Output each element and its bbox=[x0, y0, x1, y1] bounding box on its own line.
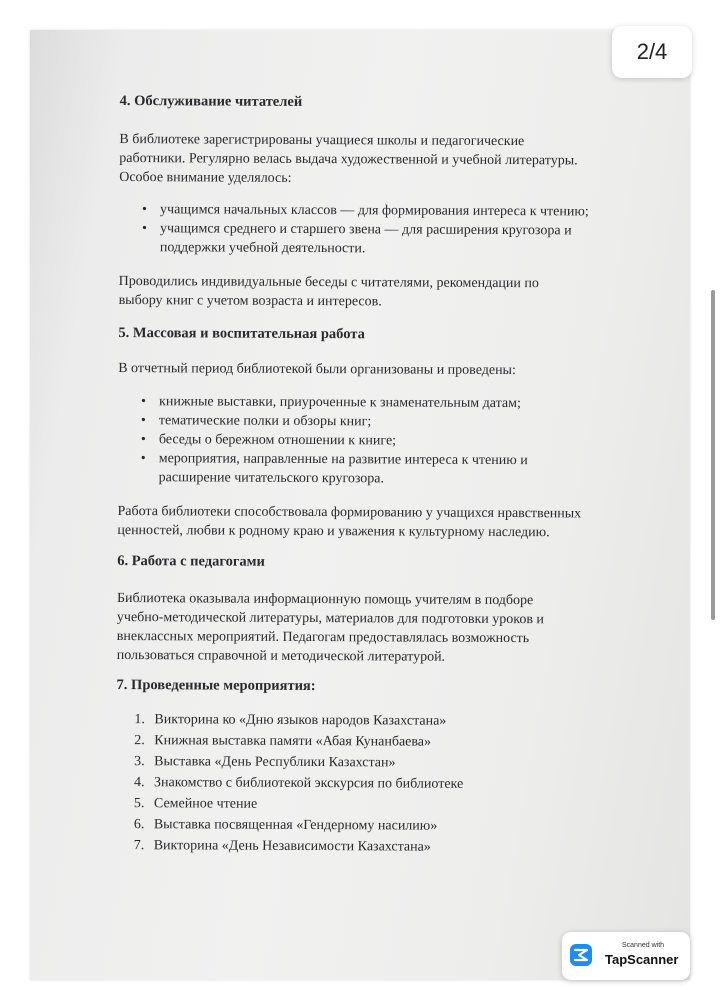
bullet-item bbox=[142, 200, 589, 221]
list-item-number: 2. bbox=[134, 733, 145, 749]
section-5-heading: 5. Массовая и воспитательная работа bbox=[118, 324, 365, 343]
list-item bbox=[134, 773, 463, 794]
paragraph-line: Работа библиотеки способствовала формированию у учащихся нравственных bbox=[117, 503, 582, 522]
paragraph-line: Библиотека оказывала информационную помощь учителям в подборе bbox=[116, 590, 534, 609]
paragraph-line: выбору книг с учетом возраста и интересов. bbox=[118, 292, 382, 310]
bullet-item bbox=[140, 411, 372, 431]
bullet-dot: • bbox=[140, 432, 146, 448]
bullet-dot: • bbox=[142, 202, 148, 218]
list-item bbox=[134, 815, 438, 836]
section-6-heading: 6. Работа с педагогами bbox=[117, 552, 265, 570]
list-item bbox=[134, 752, 395, 772]
paragraph-line: Особое внимание уделялось: bbox=[119, 169, 292, 186]
paragraph-line: пользоваться справочной и методической литературой. bbox=[116, 647, 446, 665]
bullet-text: книжные выставки, приуроченные к знаменательным датам; bbox=[159, 394, 521, 412]
list-item-text: Викторина ко «Дню языков народов Казахстана» bbox=[154, 712, 447, 729]
badge-brand-name: TapScanner bbox=[605, 952, 679, 967]
list-item-number: 3. bbox=[134, 754, 145, 770]
badge-caption: Scanned with bbox=[622, 942, 665, 949]
list-item-text: Книжная выставка памяти «Абая Кунанбаева» bbox=[154, 733, 432, 750]
bullet-dot: • bbox=[140, 451, 146, 467]
section-7-heading: 7. Проведенные мероприятия: bbox=[116, 676, 316, 695]
bullet-text: учащимся среднего и старшего звена — для расширения кругозора и bbox=[159, 221, 572, 239]
list-item-number: 4. bbox=[134, 775, 145, 791]
paragraph-line: В библиотеке зарегистрированы учащиеся школы и педагогические bbox=[119, 131, 525, 150]
bullet-item bbox=[141, 219, 572, 240]
list-item-number: 7. bbox=[133, 838, 145, 854]
list-item-text: Семейное чтение bbox=[153, 796, 258, 812]
bullet-dot: • bbox=[141, 394, 146, 410]
list-item-text: Выставка «День Республики Казахстан» bbox=[154, 754, 396, 771]
list-item-number: 6. bbox=[133, 817, 145, 833]
list-item-text: Знакомство с библиотекой экскурсия по библиотеке bbox=[154, 775, 464, 792]
bullet-text-continued: поддержки учебной деятельности. bbox=[159, 240, 366, 257]
paragraph-line: внеклассных мероприятий. Педагогам предоставлялась возможность bbox=[116, 628, 530, 647]
bullet-dot: • bbox=[141, 221, 147, 237]
tapscanner-badge[interactable] bbox=[562, 932, 690, 980]
scanned-page bbox=[30, 30, 690, 980]
bullet-item bbox=[140, 430, 397, 450]
bullet-text-continued: расширение читательского кругозора. bbox=[158, 470, 385, 487]
bullet-dot: • bbox=[140, 413, 146, 429]
bullet-item bbox=[141, 392, 521, 413]
list-item-number: 1. bbox=[134, 712, 145, 728]
tapscanner-logo-icon bbox=[570, 944, 592, 966]
bullet-item bbox=[140, 449, 528, 470]
list-item bbox=[134, 836, 431, 857]
paragraph-line: работники. Регулярно велась выдача художественной и учебной литературы. bbox=[119, 150, 578, 169]
list-item bbox=[134, 794, 257, 814]
bullet-text: тематические полки и обзоры книг; bbox=[158, 413, 372, 430]
paragraph-line: Проводились индивидуальные беседы с читателями, рекомендации по bbox=[118, 273, 539, 292]
list-item bbox=[134, 710, 446, 731]
paragraph-line: В отчетный период библиотекой были организованы и проведены: bbox=[118, 360, 516, 379]
page-indicator: 2/4 bbox=[612, 26, 692, 78]
list-item bbox=[134, 731, 431, 752]
list-item-text: Выставка посвященная «Гендерному насилию» bbox=[153, 817, 438, 834]
paragraph-line: учебно-методической литературы, материалов для подготовки уроков и bbox=[116, 609, 544, 628]
bullet-text: мероприятия, направленные на развитие интереса к чтению и bbox=[158, 451, 528, 469]
list-item-text: Викторина «День Независимости Казахстана» bbox=[153, 838, 431, 855]
bullet-text: учащимся начальных классов — для формирования интереса к чтению; bbox=[160, 202, 589, 220]
list-item-number: 5. bbox=[133, 796, 145, 812]
bullet-text: беседы о бережном отношении к книге; bbox=[158, 432, 397, 449]
section-4-heading: 4. Обслуживание читателей bbox=[119, 92, 303, 110]
scrollbar-thumb[interactable] bbox=[711, 290, 715, 620]
paragraph-line: ценностей, любви к родному краю и уважения к культурному наследию. bbox=[117, 522, 550, 541]
